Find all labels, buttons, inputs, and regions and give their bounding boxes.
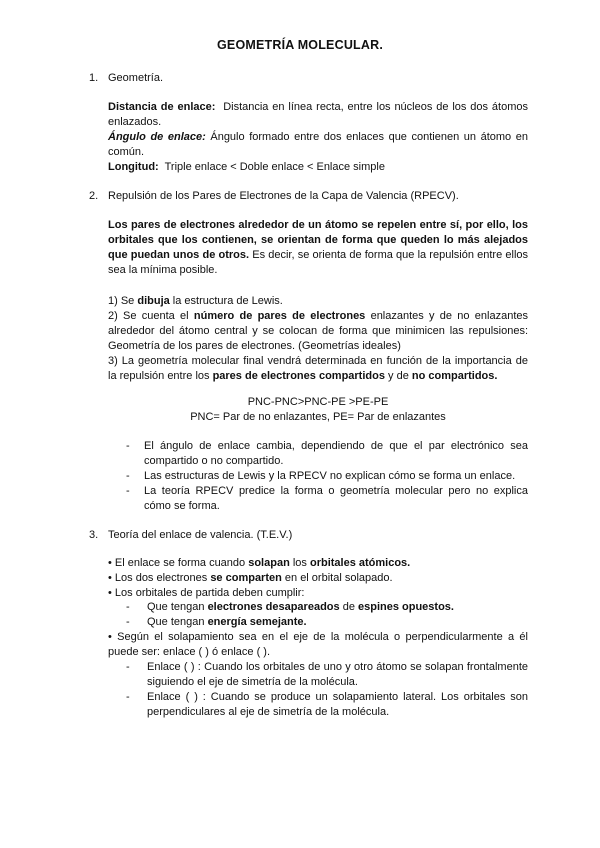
rpecv-steps — [108, 294, 528, 384]
bullet-item: • Los dos electrones se comparten en el orbital solapado. — [108, 572, 393, 584]
page-title: GEOMETRÍA MOLECULAR. — [216, 38, 384, 52]
sub-item: - Enlace ( ) : Cuando se produce un solapamiento lateral. Los orbitales son perpendiculares al eje de simetría de la molécula. — [126, 691, 528, 718]
repulsion-legend: PNC= Par de no enlazantes, PE= Par de enlazantes — [190, 411, 446, 423]
section-title: Teoría del enlace de valencia. (T.E.V.) — [108, 529, 293, 541]
section-number: 3. — [89, 529, 99, 541]
step-1: 1) Se dibuja la estructura de Lewis. — [108, 295, 283, 307]
list-item: - Las estructuras de Lewis y la RPECV no explican cómo se forma un enlace. — [126, 470, 516, 482]
step-3: 3) La geometría molecular final vendrá determinada en función de la importancia de la repulsión entre los pares de electrones compartidos y de no compartidos. — [108, 355, 528, 382]
rpecv-intro: Los pares de electrones alrededor de un átomo se repelen entre sí, por ello, los orbitales que los contienen, se orientan de forma que queden lo más alejados que puedan unos de otros. Es decir, se orienta de forma que la repulsión entre ellos sea la mínima posible. — [108, 219, 529, 276]
definition-length: Longitud: Triple enlace < Doble enlace < Enlace simple — [108, 161, 385, 173]
dash-marker: - — [126, 470, 130, 482]
list-item: - El ángulo de enlace cambia, dependiendo de que el par electrónico sea compartido o no compartido. — [126, 440, 528, 467]
dash-marker: - — [126, 601, 130, 613]
definition-angle: Ángulo de enlace: Ángulo formado entre dos enlaces que contienen un átomo en común. — [108, 131, 528, 158]
sub-item: - Que tengan electrones desapareados de espines opuestos. — [126, 601, 454, 613]
dash-marker: - — [126, 691, 130, 703]
list-item: - La teoría RPECV predice la forma o geometría molecular pero no explica cómo se forma. — [126, 485, 528, 512]
bullet-item: • El enlace se forma cuando solapan los orbitales atómicos. — [108, 557, 411, 569]
definitions-block — [108, 100, 528, 175]
dash-marker: - — [126, 485, 130, 497]
dash-marker: - — [126, 616, 130, 628]
step-2: 2) Se cuenta el número de pares de electrones enlazantes y de no enlazantes alrededor del átomo central y se colocan de forma que minimicen las repulsiones: Geometría de los pares de electrones. (Geometrías ideales) — [108, 310, 528, 352]
dash-marker: - — [126, 661, 130, 673]
section-number: 1. — [89, 72, 99, 84]
sub-item: - Que tengan energía semejante. — [126, 616, 307, 628]
section-number: 2. — [89, 190, 99, 202]
bullet-list — [108, 556, 528, 601]
repulsion-order: PNC-PNC>PNC-PE >PE-PE — [247, 396, 389, 408]
bullet-item: • Los orbitales de partida deben cumplir: — [108, 587, 305, 599]
bullet-item: • Según el solapamiento sea en el eje de la molécula o perpendicularmente a él puede ser: enlace ( ) ó enlace ( ). — [108, 631, 528, 658]
section-title: Geometría. — [108, 72, 164, 84]
section-title: Repulsión de los Pares de Electrones de la Capa de Valencia (RPECV). — [108, 190, 459, 202]
dash-marker: - — [126, 440, 130, 452]
sub-item: - Enlace ( ) : Cuando los orbitales de uno y otro átomo se solapan frontalmente siguiendo el eje de simetría de la molécula. — [126, 661, 528, 688]
definition-distance: Distancia de enlace: Distancia en línea recta, entre los núcleos de los dos átomos enlazados. — [108, 101, 528, 128]
